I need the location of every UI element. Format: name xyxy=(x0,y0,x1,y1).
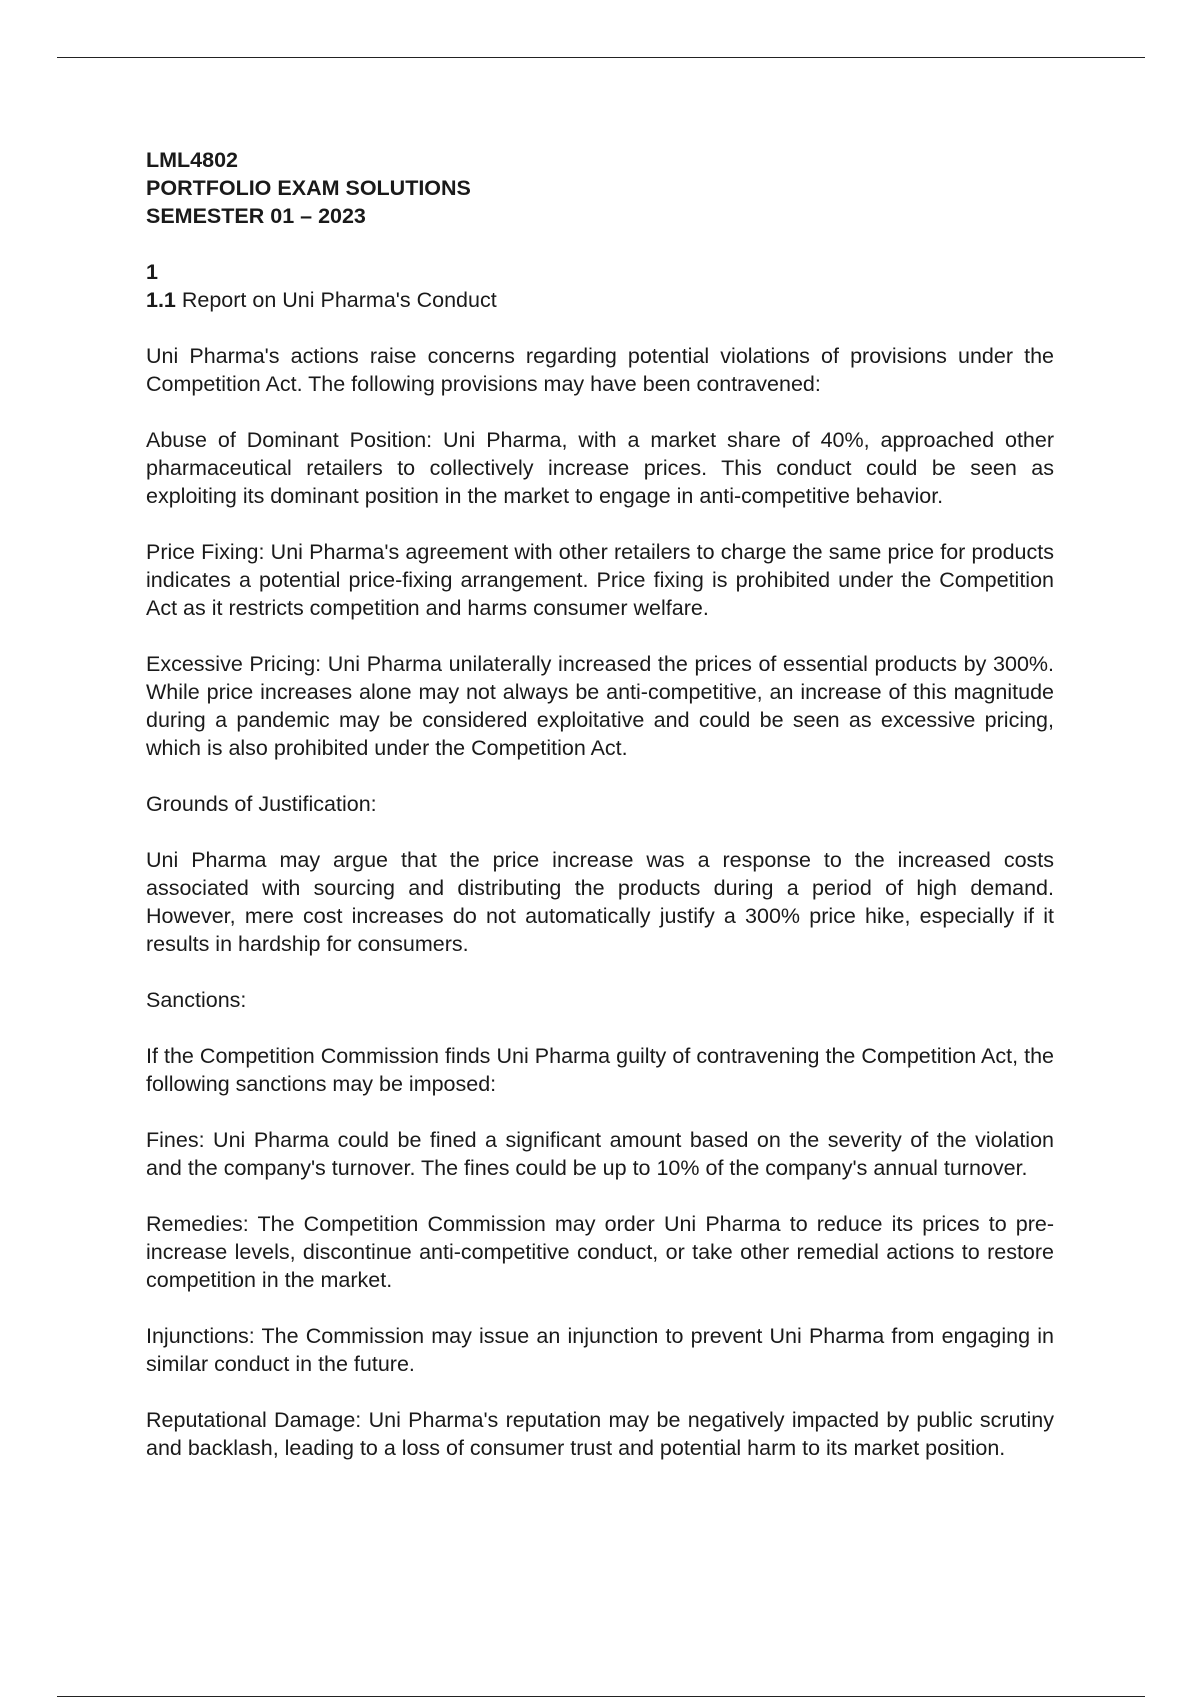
paragraph-excessive-pricing: Excessive Pricing: Uni Pharma unilaterally increased the prices of essential products by 300%. While price increases alone may not always be anti-competitive, an increase of this magnitude during a pandemic may be considered exploitative and could be seen as excessive pricing, which is also prohibited under the Competition Act. xyxy=(146,652,1054,760)
paragraph-justification: Uni Pharma may argue that the price increase was a response to the increased costs associated with sourcing and distributing the products during a period of high demand. However, mere cost increases do not automatically justify a 300% price hike, especially if it results in hardship for consumers. xyxy=(146,848,1054,956)
question-number: 1 xyxy=(146,260,158,284)
semester-label: SEMESTER 01 – 2023 xyxy=(146,204,366,228)
paragraph-injunctions: Injunctions: The Commission may issue an injunction to prevent Uni Pharma from engaging in similar conduct in the future. xyxy=(146,1324,1054,1376)
label-grounds-of-justification: Grounds of Justification: xyxy=(146,792,377,816)
document-title: PORTFOLIO EXAM SOLUTIONS xyxy=(146,176,471,200)
paragraph-intro: Uni Pharma's actions raise concerns regarding potential violations of provisions under the Competition Act. The following provisions may have been contravened: xyxy=(146,344,1054,396)
subsection-heading xyxy=(146,286,1054,314)
subsection-number: 1.1 xyxy=(146,288,176,312)
top-rule xyxy=(57,57,1145,58)
paragraph-price-fixing: Price Fixing: Uni Pharma's agreement with other retailers to charge the same price for products indicates a potential price-fixing arrangement. Price fixing is prohibited under the Competition Act as it restricts competition and harms consumer welfare. xyxy=(146,540,1054,620)
paragraph-remedies: Remedies: The Competition Commission may order Uni Pharma to reduce its prices to pre-increase levels, discontinue anti-competitive conduct, or take other remedial actions to restore competition in the market. xyxy=(146,1212,1054,1292)
paragraph-sanctions-intro: If the Competition Commission finds Uni Pharma guilty of contravening the Competition Act, the following sanctions may be imposed: xyxy=(146,1044,1054,1096)
paragraph-abuse-of-dominance: Abuse of Dominant Position: Uni Pharma, with a market share of 40%, approached other pharmaceutical retailers to collectively increase prices. This conduct could be seen as exploiting its dominant position in the market to engage in anti-competitive behavior. xyxy=(146,428,1054,508)
document-body xyxy=(146,146,1054,1462)
paragraph-reputational-damage: Reputational Damage: Uni Pharma's reputation may be negatively impacted by public scrutiny and backlash, leading to a loss of consumer trust and potential harm to its market position. xyxy=(146,1408,1054,1460)
bottom-rule xyxy=(57,1696,1145,1697)
paragraph-fines: Fines: Uni Pharma could be fined a significant amount based on the severity of the violation and the company's turnover. The fines could be up to 10% of the company's annual turnover. xyxy=(146,1128,1054,1180)
subsection-title: Report on Uni Pharma's Conduct xyxy=(175,288,497,312)
course-code: LML4802 xyxy=(146,148,239,172)
label-sanctions: Sanctions: xyxy=(146,988,247,1012)
document-header xyxy=(146,146,1054,230)
